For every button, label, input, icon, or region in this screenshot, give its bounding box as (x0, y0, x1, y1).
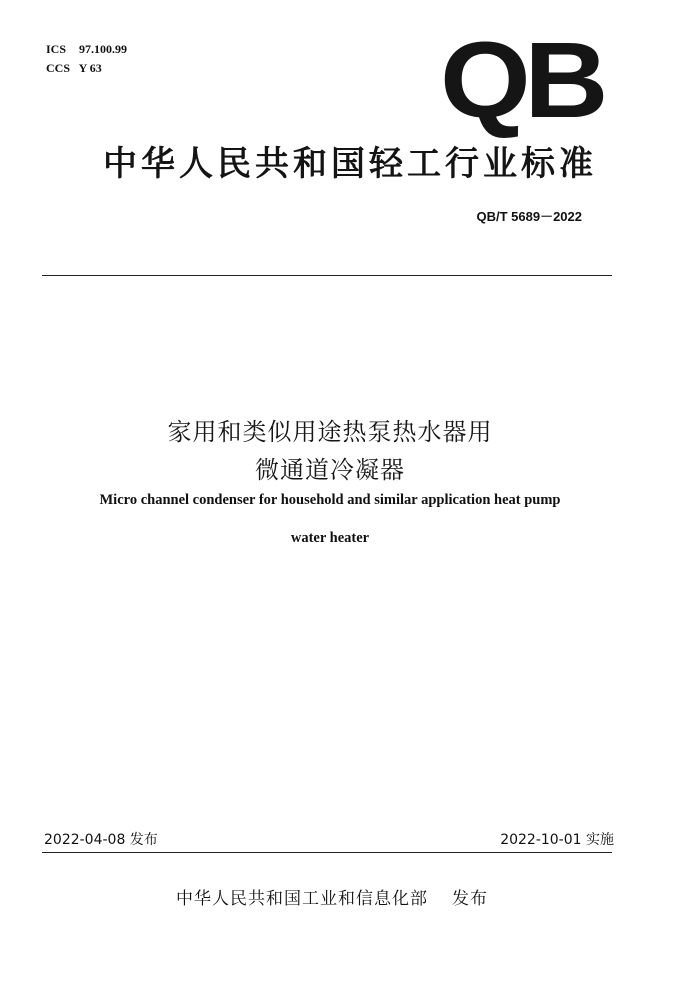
ics-label: ICS (46, 42, 67, 56)
issuer-action: 发布 (452, 889, 488, 909)
ics-code: 97.100.99 (79, 42, 127, 56)
ics-code-line (46, 42, 127, 57)
bottom-divider (42, 852, 612, 853)
top-divider (42, 275, 612, 276)
publish-date: 2022-04-08 发布 (44, 832, 158, 848)
standard-number: QB/T 5689－2022 (476, 209, 582, 224)
ccs-label: CCS (46, 61, 71, 75)
standard-category-title: 中华人民共和国轻工行业标准 (103, 144, 597, 184)
issuer-name: 中华人民共和国工业和信息化部 (176, 889, 428, 909)
chinese-title-line-2: 微通道冷凝器 (255, 456, 405, 484)
chinese-title-line-1: 家用和类似用途热泵热水器用 (167, 418, 493, 446)
english-title-line-1: Micro channel condenser for household and similar application heat pump (99, 492, 561, 508)
qb-logo: QB (440, 19, 602, 140)
issuer-line (176, 884, 488, 909)
ccs-code: Y 63 (78, 61, 102, 75)
english-title-line-2: water heater (290, 530, 370, 546)
ccs-code-line (46, 61, 102, 76)
implement-date: 2022-10-01 实施 (500, 832, 614, 848)
